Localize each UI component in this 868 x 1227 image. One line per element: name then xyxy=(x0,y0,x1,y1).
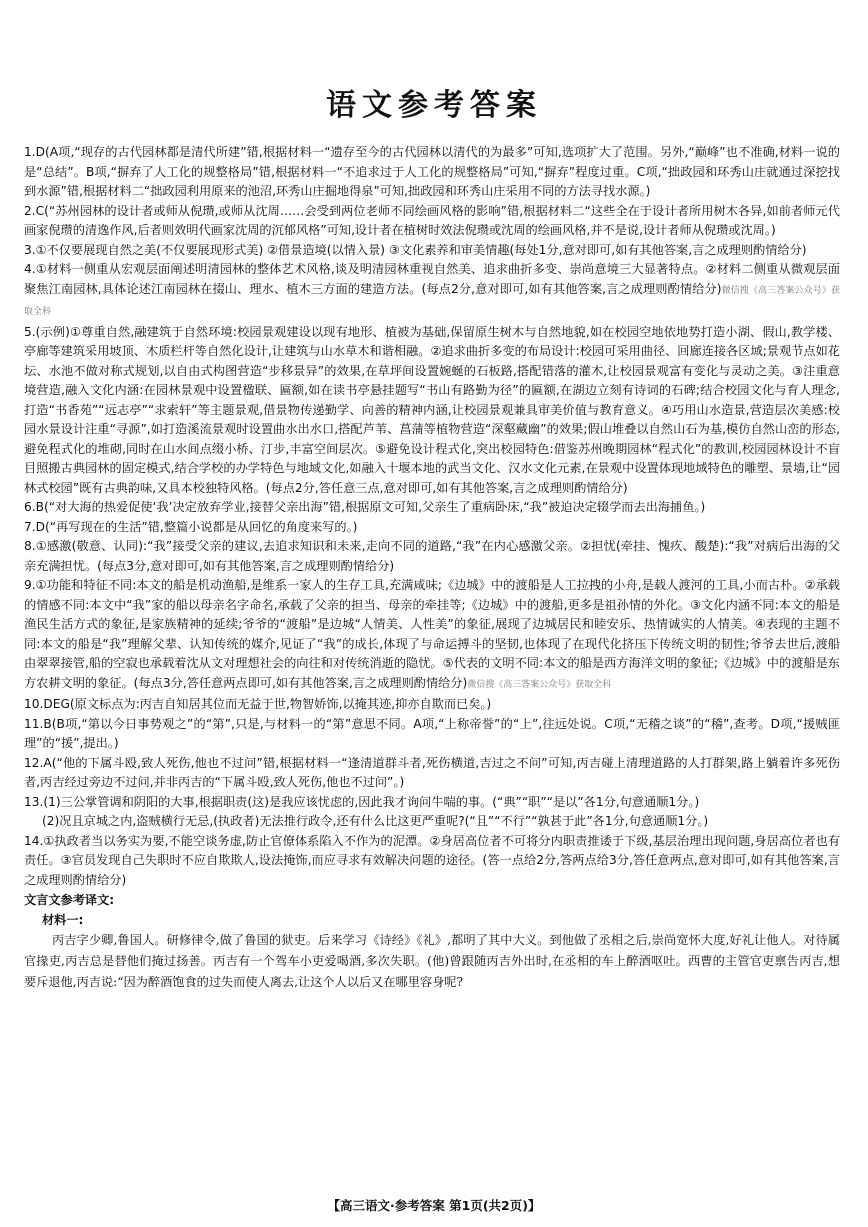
translation-material-label: 材料一: xyxy=(42,913,84,927)
answer-11: 11.B(B项,“第以今日事势观之”的“第”,只是,与材料一的“第”意思不同。A项,“上称帝誉”的“上”,往远处说。C项,“无稽之谈”的“稽”,查考。D项,“援贼匪理”的“援”,提出。) xyxy=(24,716,840,750)
answer-7: 7.D(“再写现在的生活”错,整篇小说都是从回忆的角度来写的。) xyxy=(24,519,358,534)
answer-content xyxy=(24,143,840,993)
answer-10: 10.DEG(原文标点为:丙吉自知居其位而无益于世,物智娇饰,以掩其迹,抑亦自欺而已矣。) xyxy=(24,697,492,711)
answer-13-part1: 13.(1)三公掌管调和阴阳的大事,根据职责(这)是我应该忧虑的,因此我才询问牛喘的事。(“典”“职”“是以”各1分,句意通顺1分。) xyxy=(24,794,700,809)
page-footer: 【高三语文·参考答案 第1页(共2页)】 xyxy=(327,1198,541,1213)
answer-9-text: 9.①功能和特征不同:本文的船是机动渔船,是维系一家人的生存工具,充满咸味;《边城》中的渡船是人工拉拽的小舟,是载人渡河的工具,小而古朴。②承载的情感不同:本文中“我”家的船以母亲名字命名,承载了父亲的担当、母亲的牵挂等;《边城》中的渡船,更多是祖孙情的外化。③文化内涵不同:本文的船是渔民生活方式的象征,是家族精神的延续;爷爷的“渡船”是边城“人情美、人性美”的象征,展现了边城居民和睦安乐、热情诚实的人情美。④表现的主题不同:本文的船是“我”理解父辈、认知传统的媒介,见证了“我”的成长,体现了与命运搏斗的坚韧,也体现了在现代化挤压下传统文明的韧性;爷爷去世后,渡船由翠翠接管,船的空寂也承载着沈从文对理想社会的向往和对传统消逝的隐忧。⑤代表的文明不同:本文的船是西方海洋文明的象征;《边城》中的渡船是东方农耕文明的象征。(每点3分,答任意两点即可,如有其他答案,言之成理则酌情给分) xyxy=(24,578,840,690)
answer-2: 2.C(“苏州园林的设计者或师从倪瓒,或师从沈周……会受到两位老师不同绘画风格的影响”错,根据材料二“这些全在于设计者所用树木各异,如前者师元代画家倪瓒的清逸作风,后者则效明代画家沈周的沉郁风格”可知,设计者在植树时效法倪瓒或沈周的绘画风格,并不是说,设计者师从倪瓒或沈周。) xyxy=(24,203,840,237)
answer-12: 12.A(“他的下属斗殴,致人死伤,他也不过问”错,根据材料一“逢清道群斗者,死伤横道,吉过之不问”可知,丙吉碰上清理道路的人打群架,路上躺着许多死伤者,丙吉经过旁边不过问,并非丙吉的“下属斗殴,致人死伤,他也不过问”。) xyxy=(24,755,840,789)
answer-4 xyxy=(24,260,840,323)
watermark-text: 微信搜《高三答案公众号》获取全科 xyxy=(467,679,612,690)
watermark-text: 微信搜《高三答案公众号》获取全科 xyxy=(24,285,840,317)
answer-3: 3.①不仅要展现自然之美(不仅要展现形式美) ②借景造境(以情入景) ③文化素养和审美情趣(每处1分,意对即可,如有其他答案,言之成理则酌情给分) xyxy=(24,242,807,257)
page-title: 语文参考答案 xyxy=(326,88,542,123)
answer-14: 14.①执政者当以务实为要,不能空谈务虚,防止官僚体系陷入不作为的泥潭。②身居高位者不可将分内职责推诿于下级,基层治理出现问题,身居高位者也有责任。③官员发现自己失职时不应自欺欺人,设法掩饰,而应寻求有效解决问题的途径。(答一点给2分,答两点给3分,答任意两点,意对即可,如有其他答案,言之成理则酌情给分) xyxy=(24,833,840,887)
translation-paragraph: 丙吉字少卿,鲁国人。研修律令,做了鲁国的狱吏。后来学习《诗经》《礼》,都明了其中大义。到他做了丞相之后,崇尚宽怀大度,好礼让他人。对待属官掾吏,丙吉总是替他们掩过扬善。丙吉有一个驾车小吏爱喝酒,多次失职。(他)曾跟随丙吉外出时,在丞相的车上醉酒呕吐。西曹的主管官吏禀告丙吉,想要斥退他,丙吉说:“因为醉酒饱食的过失而使人离去,让这个人以后又在哪里容身呢? xyxy=(24,933,840,989)
answer-5: 5.(示例)①尊重自然,融建筑于自然环境:校园景观建设以现有地形、植被为基础,保留原生树木与自然地貌,如在校园空地依地势打造小湖、假山,教学楼、亭廊等建筑采用坡顶、木质栏杆等自然化设计,让建筑与山水草木和谐相融。②追求曲折多变的布局设计:校园可采用曲径、回廊连接各区域;景观节点如花坛、水池不做对称式规划,以自由式构图营造“步移景异”的效果,在草坪间设置婉蜒的石板路,搭配错落的灌木,让校园景观富有变化与灵动之美。③注重意境营造,融入文化内涵:在园林景观中设置楹联、匾额,如在读书亭悬挂题写“书山有路勤为径”的匾额,在湖边立刻有诗词的石碑;结合校园文化与育人理念,打造“书香苑”“远志亭”“求索轩”等主题景观,借景物传递勤学、向善的精神内涵,让校园景观兼具审美价值与教育意义。④巧用山水造景,营造层次美感:校园水景设计注重“寻源”,如打造溪流景观时设置曲水出水口,搭配芦苇、菖蒲等植物营造“深壑藏幽”的效果;假山堆叠以自然山石为基,模仿自然山峦的形态,避免程式化的堆砌,同时在山水间点缀小桥、汀步,丰富空间层次。⑤避免设计程式化,突出校园特色:借鉴苏州晚期园林“程式化”的教训,校园园林设计不盲目照搬古典园林的固定模式,结合学校的办学特色与地域文化,如融入十堰本地的武当文化、汉水文化元素,在景观中设置体现地域特色的雕塑、景墙,让“园林式校园”既有古典韵味,又具本校独特风格。(每点2分,答任意三点,意对即可,如有其他答案,言之成理则酌情给分) xyxy=(24,324,840,495)
answer-9 xyxy=(24,576,840,695)
answer-6: 6.B(“对大海的热爱促使‘我’决定放弃学业,接替父亲出海”错,根据原文可知,父亲生了重病卧床,“我”被迫决定辍学而去出海捕鱼。) xyxy=(24,500,706,514)
answer-8: 8.①感激(敬意、认同):“我”接受父亲的建议,去追求知识和未来,走向不同的道路,“我”在内心感激父亲。②担忧(牵挂、愧疚、酸楚):“我”对病后出海的父亲充满担忧。(每点3分,意对即可,如有其他答案,言之成理则酌情给分) xyxy=(24,539,840,573)
translation-heading: 文言文参考译文: xyxy=(24,893,115,907)
answer-1: 1.D(A项,“现存的古代园林都是清代所建”错,根据材料一“遗存至今的古代园林以清代的为最多”可知,选项扩大了范围。另外,“巅峰”也不准确,材料一说的是“总结”。B项,“摒弃了人工化的规整格局”错,根据材料一“不追求过于人工化的规整格局”可知,“摒弃”程度过重。C项,“拙政园和环秀山庄就通过深挖找到水源”错,根据材料二“拙政园利用原来的池沼,环秀山庄掘地得泉”可知,拙政园和环秀山庄采用不同的方法寻找水源。) xyxy=(24,145,840,198)
answer-13-part2: (2)况且京城之内,盗贼横行无忌,(执政者)无法推行政令,还有什么比这更严重呢?(“且”“不行”“孰甚于此”各1分,句意通顺1分。) xyxy=(42,814,709,828)
answer-4-text: 4.①材料一侧重从宏观层面阐述明清园林的整体艺术风格,谈及明清园林重视自然美、追求曲折多变、崇尚意境三大显著特点。②材料二侧重从微观层面聚焦江南园林,具体论述江南园林在掇山、理水、植木三方面的建造方法。(每点2分,意对即可,如有其他答案,言之成理则酌情给分) xyxy=(24,262,840,296)
